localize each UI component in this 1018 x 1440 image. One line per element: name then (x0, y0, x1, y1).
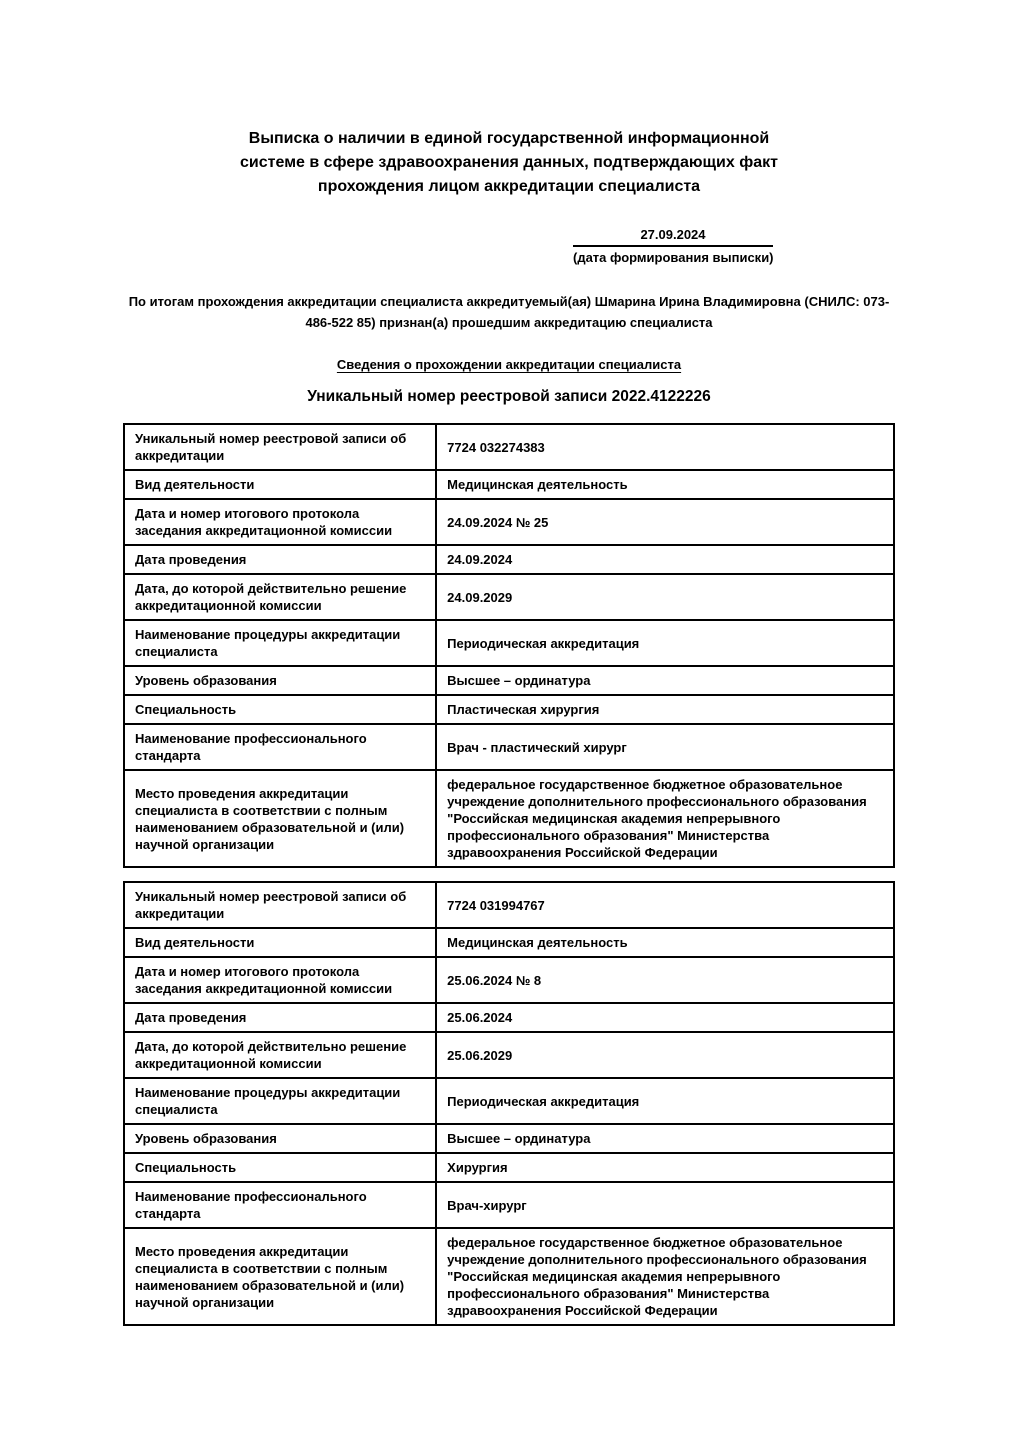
row-value: 25.06.2029 (436, 1032, 894, 1078)
table-row (124, 1124, 894, 1153)
row-value: 7724 031994767 (436, 882, 894, 928)
row-value: Высшее – ординатура (436, 666, 894, 695)
row-value: Периодическая аккредитация (436, 1078, 894, 1124)
row-label: Дата и номер итогового протокола заседания аккредитационной комиссии (124, 957, 436, 1003)
table-row (124, 470, 894, 499)
row-label: Уровень образования (124, 1124, 436, 1153)
document-title-line-3: прохождения лицом аккредитации специалиста (317, 178, 701, 195)
table-row (124, 957, 894, 1003)
row-label: Вид деятельности (124, 928, 436, 957)
row-label: Наименование процедуры аккредитации специалиста (124, 1078, 436, 1124)
table-row (124, 1078, 894, 1124)
row-value: Высшее – ординатура (436, 1124, 894, 1153)
accreditation-table-1 (123, 423, 895, 868)
generation-date: 27.09.2024 (573, 227, 773, 247)
row-value: Периодическая аккредитация (436, 620, 894, 666)
table-row (124, 1182, 894, 1228)
table-row (124, 424, 894, 470)
intro-paragraph: По итогам прохождения аккредитации специалиста аккредитуемый(ая) Шмарина Ирина Владимировна (СНИЛС: 073-486-522 85) признан(а) прошедшим аккредитацию специалиста (128, 294, 890, 330)
row-label: Уровень образования (124, 666, 436, 695)
row-label: Дата, до которой действительно решение аккредитационной комиссии (124, 1032, 436, 1078)
row-value: Врач-хирург (436, 1182, 894, 1228)
generation-date-caption: (дата формирования выписки) (573, 250, 774, 265)
row-label: Дата проведения (124, 545, 436, 574)
row-label: Наименование профессионального стандарта (124, 724, 436, 770)
row-label: Вид деятельности (124, 470, 436, 499)
row-label: Дата проведения (124, 1003, 436, 1032)
table-row (124, 724, 894, 770)
row-value: 24.09.2024 (436, 545, 894, 574)
table-row (124, 882, 894, 928)
row-label: Дата и номер итогового протокола заседания аккредитационной комиссии (124, 499, 436, 545)
row-label: Уникальный номер реестровой записи об аккредитации (124, 882, 436, 928)
row-value: Медицинская деятельность (436, 928, 894, 957)
row-label: Место проведения аккредитации специалиста в соответствии с полным наименованием образовательной и (или) научной организации (124, 770, 436, 867)
table-row (124, 928, 894, 957)
row-value: 24.09.2024 № 25 (436, 499, 894, 545)
row-value: Медицинская деятельность (436, 470, 894, 499)
document-title-line-2: системе в сфере здравоохранения данных, подтверждающих факт (240, 154, 778, 171)
document-title (123, 127, 895, 199)
row-value: Пластическая хирургия (436, 695, 894, 724)
accreditation-table-2 (123, 881, 895, 1326)
section-heading: Сведения о прохождении аккредитации специалиста (336, 357, 682, 372)
table-row (124, 695, 894, 724)
row-value: 24.09.2029 (436, 574, 894, 620)
table-row (124, 666, 894, 695)
table-row (124, 1003, 894, 1032)
table-row (124, 620, 894, 666)
row-label: Место проведения аккредитации специалиста в соответствии с полным наименованием образовательной и (или) научной организации (124, 1228, 436, 1325)
table-row (124, 1228, 894, 1325)
row-label: Дата, до которой действительно решение аккредитационной комиссии (124, 574, 436, 620)
row-value: Хирургия (436, 1153, 894, 1182)
table-row (124, 545, 894, 574)
table-row (124, 1032, 894, 1078)
row-label: Уникальный номер реестровой записи об аккредитации (124, 424, 436, 470)
row-label: Наименование процедуры аккредитации специалиста (124, 620, 436, 666)
row-label: Наименование профессионального стандарта (124, 1182, 436, 1228)
row-value: федеральное государственное бюджетное образовательное учреждение дополнительного профессионального образования "Российская медицинская академия непрерывного профессионального образования" Министерства здравоохранения Российской Федерации (436, 1228, 894, 1325)
table-row (124, 1153, 894, 1182)
row-label: Специальность (124, 1153, 436, 1182)
table-row (124, 770, 894, 867)
row-label: Специальность (124, 695, 436, 724)
document-title-line-1: Выписка о наличии в единой государственной информационной (248, 130, 770, 147)
row-value: 25.06.2024 № 8 (436, 957, 894, 1003)
row-value: 7724 032274383 (436, 424, 894, 470)
table-row (124, 574, 894, 620)
row-value: Врач - пластический хирург (436, 724, 894, 770)
generation-date-block (573, 227, 773, 265)
table-row (124, 499, 894, 545)
registry-record-heading: Уникальный номер реестровой записи 2022.4122226 (307, 388, 711, 405)
row-value: федеральное государственное бюджетное образовательное учреждение дополнительного профессионального образования "Российская медицинская академия непрерывного профессионального образования" Министерства здравоохранения Российской Федерации (436, 770, 894, 867)
row-value: 25.06.2024 (436, 1003, 894, 1032)
